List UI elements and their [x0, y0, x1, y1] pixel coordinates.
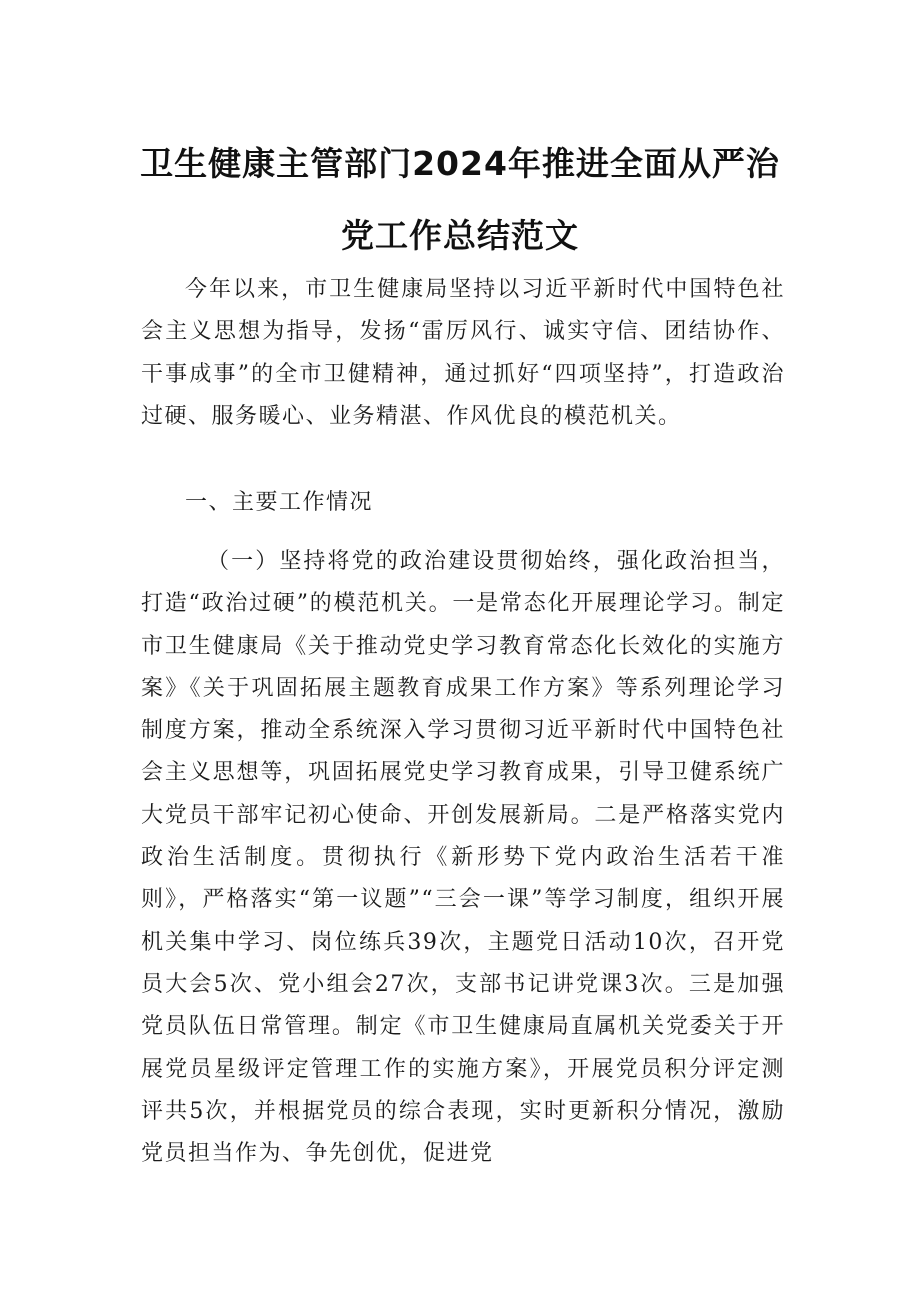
document-title-line-2: 党工作总结范文: [341, 216, 579, 255]
document-title-line-1: 卫生健康主管部门2024年推进全面从严治: [140, 144, 780, 183]
intro-paragraph: 今年以来，市卫生健康局坚持以习近平新时代中国特色社会主义思想为指导，发扬“雷厉风行、诚实守信、团结协作、干事成事”的全市卫健精神，通过抓好“四项坚持”，打造政治过硬、服务暖心、业务精湛、作风优良的模范机关。: [141, 277, 785, 429]
section-1-paragraph: （一）坚持将党的政治建设贯彻始终，强化政治担当，打造“政治过硬”的模范机关。一是常态化开展理论学习。制定市卫生健康局《关于推动党史学习教育常态化长效化的实施方案》《关于巩固拓展主题教育成果工作方案》等系列理论学习制度方案，推动全系统深入学习贯彻习近平新时代中国特色社会主义思想等，巩固拓展党史学习教育成果，引导卫健系统广大党员干部牢记初心使命、开创发展新局。二是严格落实党内政治生活制度。贯彻执行《新形势下党内政治生活若干准则》，严格落实“第一议题”“三会一课”等学习制度，组织开展机关集中学习、岗位练兵39次，主题党日活动10次，召开党员大会5次、党小组会27次，支部书记讲党课3次。三是加强党员队伍日常管理。制定《市卫生健康局直属机关党委关于开展党员星级评定管理工作的实施方案》，开展党员积分评定测评共5次，并根据党员的综合表现，实时更新积分情况，激励党员担当作为、争先创优，促进党: [141, 549, 785, 1167]
section-heading-1: 一、主要工作情况: [185, 490, 374, 515]
